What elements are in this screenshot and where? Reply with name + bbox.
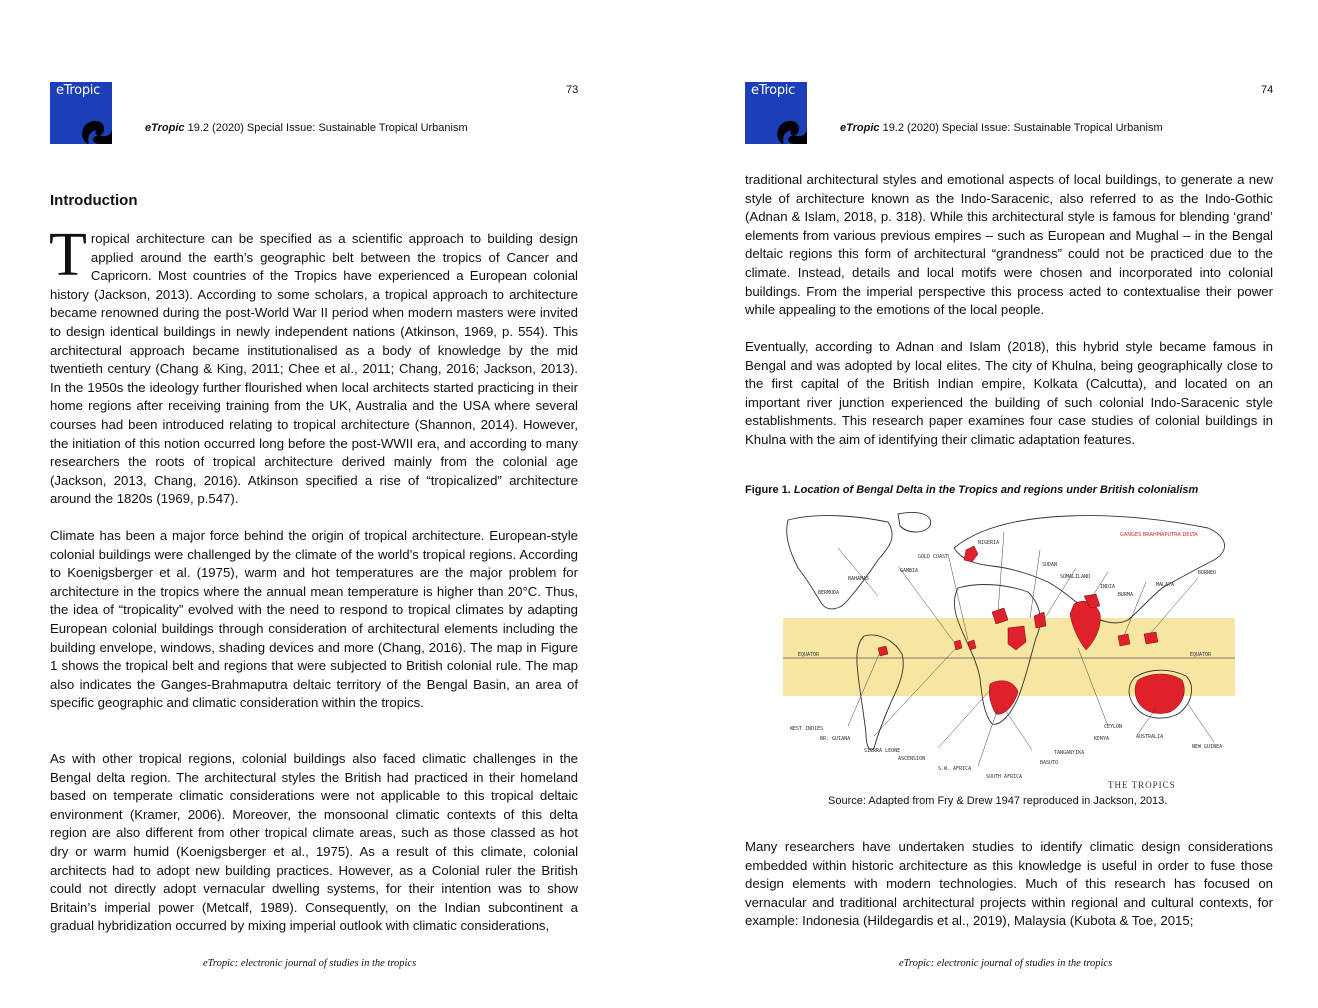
borneo-shape bbox=[1144, 632, 1158, 644]
intro-paragraph-3: As with other tropical regions, colonial buildings also faced climatic challenges in the Bengal delta region. The architectural styles the British had practiced in their homeland based on temperate climatic considerations were not applicable to this tropical deltaic environment (Kramer, 2006). Moreover, the monsoonal climatic contexts of this delta region are also different from other tropical climate areas, such as those classed as hot dry or warm humid (Koenigsberger et al., 1975). As a result of this climate, colonial architects had to adopt new building practices. However, as a Colonial ruler the British could not directly adopt vernacular dwelling systems, for their intention was to show Britain’s imperial power (Metcalf, 1989). Consequently, on the Indian subcontinent a gradual hybridization occurred by mixing imperial outlook with climatic considerations, bbox=[50, 751, 578, 934]
etropic-logo bbox=[745, 82, 807, 144]
header-journal-name: eTropic bbox=[145, 122, 185, 134]
ganges-delta-label: GANGES BRAHMAPUTRA DELTA bbox=[1120, 532, 1198, 538]
body-paragraph-1: traditional architectural styles and emotional aspects of local buildings, to generate a new style of architecture known as the Indo-Saracenic, also referred to as the Indo-Gothic (Adnan & Islam, 2018, p. 318). While this architectural style is famous for blending ‘grand’ elements from various previous empires – such as European and Mughal – in the Bengal deltaic regions this form of architectural “grandness” could not be practiced due to the climate. Instead, details and local motifs were chosen and incorporated into colonial buildings. From the imperial perspective this process acted to contextualise their power while appealing to the emotions of the local people. bbox=[745, 172, 1273, 318]
map-label: GAMBIA bbox=[900, 568, 919, 574]
header-journal-name: eTropic bbox=[840, 122, 880, 134]
paragraph-text: ropical architecture can be specified as a scientific approach to building design applied around the earth’s geographic belt between the tropics of Cancer and Capricorn. Most countries of the Tropics have experienced a European colonial history (Jackson, 2013). According to some scholars, a tropical approach to architecture became renowned during the post-World War II period when modern masters were invited to design identical buildings in newly independent nations (Atkinson, 1969, p. 554). This architectural approach became institutionalised as a body of knowledge by the mid twentieth century (Chang & King, 2011; Chee et al., 2011; Chang, 2016; Jackson, 2013). In the 1950s the ideology further flourished when local architects started practicing in their home regions after receiving training from the UK, Australia and the USA where several courses had been introduced relating to tropical architecture (Shannon, 2014). However, the initiation of this notion occurred long before the post-WWII era, and according to many researchers the roots of tropical architecture derived mainly from the colonial age (Jackson, 2013, Chang, 2016). Atkinson specified a rise of “tropicalized” architecture around the 1820s (1969, p.547). bbox=[50, 231, 578, 507]
figure-caption bbox=[745, 484, 1198, 496]
map-label: NIGERIA bbox=[978, 540, 1000, 546]
map-label: KENYA bbox=[1094, 736, 1110, 742]
map-label: BAHAMAS bbox=[848, 576, 870, 582]
map-label: TANGANYIKA bbox=[1054, 750, 1085, 756]
etropic-logo bbox=[50, 82, 112, 144]
map-label: WEST INDIES bbox=[790, 726, 824, 732]
figure-title: Location of Bengal Delta in the Tropics and regions under British colonialism bbox=[793, 484, 1199, 496]
south-africa-shape bbox=[989, 681, 1018, 715]
britain-shape bbox=[964, 546, 978, 562]
map-label: BURMA bbox=[1118, 592, 1134, 598]
page-footer: eTropic: electronic journal of studies in the tropics bbox=[203, 958, 417, 969]
map-label: GOLD COAST bbox=[918, 554, 949, 560]
intro-paragraph-1 bbox=[49, 221, 578, 509]
map-label: SIERRA LEONE bbox=[864, 748, 901, 754]
running-header bbox=[145, 122, 468, 134]
figure-source: Source: Adapted from Fry & Drew 1947 reproduced in Jackson, 2013. bbox=[828, 795, 1168, 807]
section-heading: Introduction bbox=[50, 192, 138, 209]
page-number: 73 bbox=[566, 84, 579, 96]
header-issue: 19.2 (2020) Special Issue: Sustainable Tropical Urbanism bbox=[882, 122, 1163, 134]
map-label: AUSTRALIA bbox=[1136, 734, 1164, 740]
figure-label: Figure 1. bbox=[745, 484, 791, 496]
logo-text: eTropic bbox=[56, 83, 100, 98]
map-title: THE TROPICS bbox=[1108, 780, 1176, 790]
map-label: BERMUDA bbox=[818, 590, 840, 596]
equator-label-right: EQUATOR bbox=[1190, 652, 1212, 658]
map-label: MALAYA bbox=[1156, 582, 1175, 588]
map-label: BORNEO bbox=[1198, 570, 1217, 576]
body-paragraph-2: Eventually, according to Adnan and Islam (2018), this hybrid style became famous in Bengal and was adopted by local elites. The city of Khulna, being geographically close to the first capital of the British Indian empire, Kolkata (Calcutta), and located on an important river junction experienced the building of such colonial Indo-Saracenic style establishments. This research paper examines four case studies of colonial buildings in Khulna with the aim of identifying their climatic adaptation features. bbox=[745, 339, 1273, 447]
header-issue: 19.2 (2020) Special Issue: Sustainable Tropical Urbanism bbox=[187, 122, 468, 134]
tropics-map bbox=[778, 508, 1240, 792]
map-label: ASCENSION bbox=[898, 756, 926, 762]
logo-text: eTropic bbox=[751, 83, 795, 98]
map-label: BASUTO bbox=[1040, 760, 1059, 766]
map-label: INDIA bbox=[1100, 584, 1116, 590]
body-paragraph-3: Many researchers have undertaken studies to identify climatic design considerations embedded within historic architecture as this knowledge is useful in order to fuse those design elements with modern technologies. Much of this research has focused on vernacular and traditional architectural projects within regional and cultural contexts, for example: Indonesia (Hildegardis et al., 2019), Malaysia (Kubota & Toe, 2015; bbox=[745, 839, 1273, 929]
page-footer: eTropic: electronic journal of studies in the tropics bbox=[899, 958, 1113, 969]
australia-shape bbox=[1135, 674, 1184, 714]
map-label: S.W. AFRICA bbox=[938, 766, 972, 772]
br-guiana-shape bbox=[878, 646, 888, 656]
map-label: NEW GUINEA bbox=[1192, 744, 1223, 750]
intro-paragraph-2: Climate has been a major force behind the origin of tropical architecture. European-style colonial buildings were challenged by the climate of the world’s tropical regions. According to Koenigsberger et al. (1975), warm and hot temperatures are the major problem for architecture in the tropics where the annual mean temperature is higher than 20°C. Thus, the idea of “tropicality” evolved with the need to respond to tropical climates by adapting European colonial buildings through consideration of architectural elements including the building envelope, windows, shading devices and more (Chang, 2016). The map in Figure 1 shows the tropical belt and regions that were subjected to British colonial rule. The map also indicates the Ganges-Brahmaputra deltaic territory of the Bengal Basin, an area of specific geographic and climatic consideration within the tropics. bbox=[50, 528, 578, 711]
map-label: SOMALILAND bbox=[1060, 574, 1091, 580]
map-label: SUDAN bbox=[1042, 562, 1058, 568]
map-label: BR. GUIANA bbox=[820, 736, 851, 742]
drop-cap: T bbox=[49, 221, 87, 289]
map-label: CEYLON bbox=[1104, 724, 1123, 730]
page-number: 74 bbox=[1261, 84, 1274, 96]
running-header bbox=[840, 122, 1163, 134]
map-label: SOUTH AFRICA bbox=[986, 774, 1023, 780]
equator-label-left: EQUATOR bbox=[798, 652, 820, 658]
